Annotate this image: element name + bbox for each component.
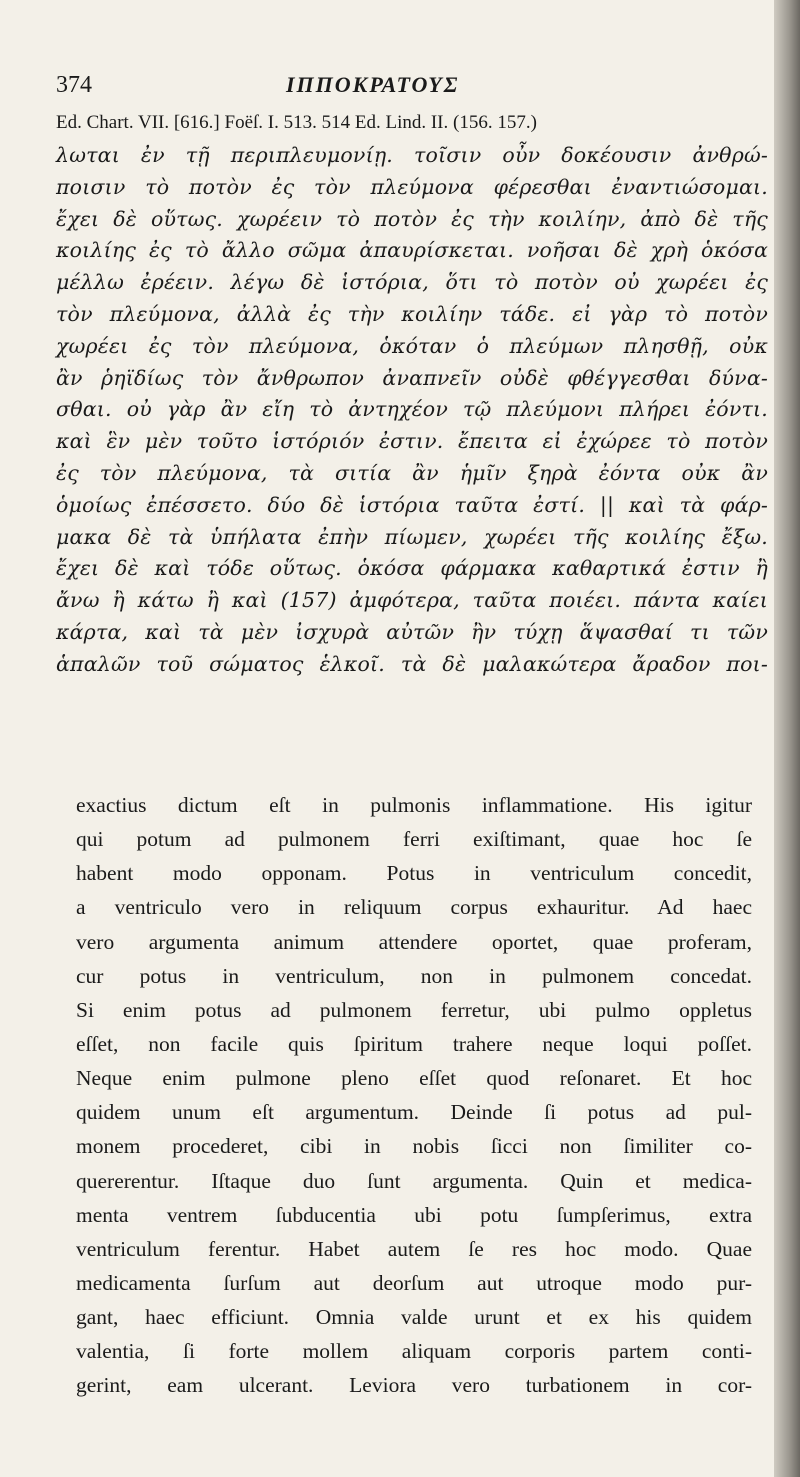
- latin-line: medicamenta ſurſum aut deorſum aut utroque modo pur-: [76, 1270, 752, 1295]
- latin-line: cur potus in ventriculum, non in pulmonem concedat.: [76, 963, 752, 988]
- greek-line: ἔχει δὲ καὶ τόδε οὕτως. ὁκόσα φάρμακα καθαρτικά ἐστιν ἢ: [56, 556, 768, 581]
- greek-line: μακα δὲ τὰ ὑπήλατα ἐπὴν πίωμεν, χωρέει τῆς κοιλίης ἔξω.: [56, 524, 768, 549]
- greek-line: καὶ ἓν μὲν τοῦτο ἱστόριόν ἐστιν. ἔπειτα εἰ ἐχώρεε τὸ ποτὸν: [56, 429, 768, 454]
- latin-line: habent modo opponam. Potus in ventriculum concedit,: [76, 861, 752, 886]
- latin-line: valentia, ſi forte mollem aliquam corporis partem conti-: [76, 1339, 752, 1364]
- latin-line: exactius dictum eſt in pulmonis inflammatione. His igitur: [76, 793, 752, 817]
- latin-line: Neque enim pulmone pleno eſſet quod reſonaret. Et hoc: [76, 1066, 752, 1091]
- page-header: [56, 72, 756, 106]
- greek-line: κάρτα, καὶ τὰ μὲν ἰσχυρὰ αὐτῶν ἢν τύχῃ ἅψασθαί τι τῶν: [56, 619, 768, 644]
- latin-line: Si enim potus ad pulmonem ferretur, ubi pulmo oppletus: [76, 997, 752, 1022]
- greek-line: ἁπαλῶν τοῦ σώματος ἑλκοῖ. τὰ δὲ μαλακώτερα ἄραδον ποι-: [56, 651, 768, 676]
- latin-line: gerint, eam ulcerant. Leviora vero turbationem in cor-: [76, 1373, 752, 1398]
- latin-text-block: [76, 788, 752, 1403]
- latin-line: menta ventrem ſubducentia ubi potu ſumpſerimus, extra: [76, 1202, 752, 1227]
- greek-line: σθαι. οὐ γὰρ ἂν εἴη τὸ ἀντηχέον τῷ πλεύμονι πλήρει ἐόντι.: [56, 397, 768, 422]
- page-number: 374: [56, 72, 92, 98]
- greek-line: χωρέει ἐς τὸν πλεύμονα, ὁκόταν ὁ πλεύμων πλησθῇ, οὐκ: [56, 333, 768, 358]
- greek-line: κοιλίης ἐς τὸ ἄλλο σῶμα ἀπαυρίσκεται. νοῆσαι δὲ χρὴ ὁκόσα: [56, 238, 768, 263]
- greek-line: λωται ἐν τῇ περιπλευμονίῃ. τοῖσιν οὖν δοκέουσιν ἀνθρώ-: [56, 143, 768, 167]
- latin-line: quererentur. Iſtaque duo ſunt argumenta. Quin et medica-: [76, 1168, 752, 1193]
- latin-line: ventriculum ferentur. Habet autem ſe res hoc modo. Quae: [76, 1236, 752, 1261]
- latin-line: qui potum ad pulmonem ferri exiſtimant, quae hoc ſe: [76, 827, 752, 852]
- greek-line: ἐς τὸν πλεύμονα, τὰ σιτία ἂν ἡμῖν ξηρὰ ἐόντα οὐκ ἂν: [56, 460, 768, 485]
- greek-line: ἔχει δὲ οὕτως. χωρέειν τὸ ποτὸν ἐς τὴν κοιλίην, ἀπὸ δὲ τῆς: [56, 206, 768, 231]
- greek-line: ποισιν τὸ ποτὸν ἐς τὸν πλεύμονα φέρεσθαι ἐναντιώσομαι.: [56, 174, 768, 199]
- greek-line: μέλλω ἐρέειν. λέγω δὲ ἱστόρια, ὅτι τὸ ποτὸν οὐ χωρέει ἐς: [56, 270, 768, 295]
- greek-line: ἂν ῥηϊδίως τὸν ἄνθρωπον ἀναπνεῖν οὐδὲ φθέγγεσθαι δύνα-: [56, 365, 768, 390]
- latin-line: quidem unum eſt argumentum. Deinde ſi potus ad pul-: [76, 1100, 752, 1125]
- latin-line: eſſet, non facile quis ſpiritum trahere neque loqui poſſet.: [76, 1031, 752, 1056]
- latin-line: monem procederet, cibi in nobis ſicci non ſimiliter co-: [76, 1134, 752, 1159]
- greek-text-block: [56, 140, 768, 681]
- running-title: ΙΠΠΟΚΡΑΤΟΥΣ: [286, 72, 460, 97]
- edition-reference-line: Ed. Chart. VII. [616.] Foëſ. I. 513. 514 Ed. Lind. II. (156. 157.): [56, 112, 537, 133]
- latin-line: a ventriculo vero in reliquum corpus exhauritur. Ad haec: [76, 895, 752, 920]
- latin-line: gant, haec efficiunt. Omnia valde urunt et ex his quidem: [76, 1305, 752, 1330]
- latin-line: vero argumenta animum attendere oportet, quae proferam,: [76, 929, 752, 954]
- greek-line: ὁμοίως ἐπέσσετο. δύο δὲ ἱστόρια ταῦτα ἐστί. || καὶ τὰ φάρ-: [56, 492, 768, 517]
- page-gutter-shadow: [774, 0, 800, 1477]
- greek-line: ἄνω ἢ κάτω ἢ καὶ (157) ἀμφότερα, ταῦτα ποιέει. πάντα καίει: [56, 588, 768, 613]
- greek-line: τὸν πλεύμονα, ἀλλὰ ἐς τὴν κοιλίην τάδε. εἰ γὰρ τὸ ποτὸν: [56, 301, 768, 326]
